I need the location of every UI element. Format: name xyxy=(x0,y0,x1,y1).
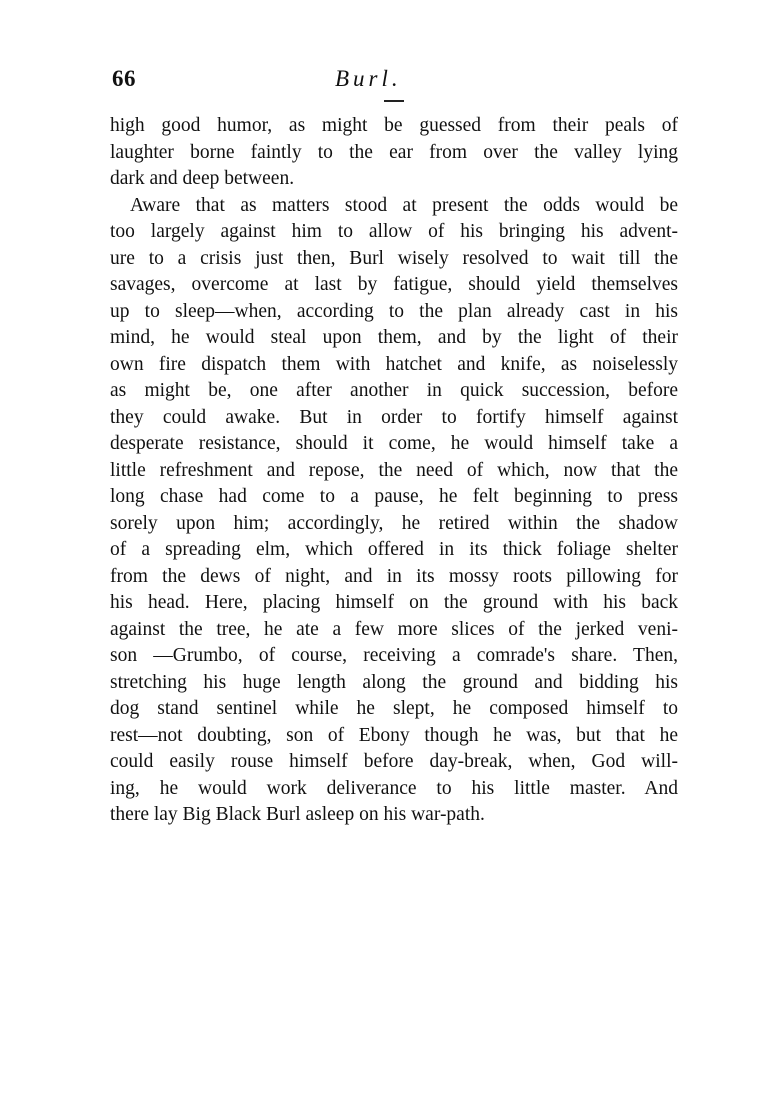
text-line: rest—not doubting, son of Ebony though he was, but that he xyxy=(110,724,678,746)
text-line: own fire dispatch them with hatchet and knife, as noiselessly xyxy=(110,353,678,375)
running-head: Burl. xyxy=(335,66,402,91)
text-line: his head. Here, placing himself on the ground with his back xyxy=(110,592,678,613)
text-line: little refreshment and repose, the need of which, now that the xyxy=(110,459,678,481)
text-line: of a spreading elm, which offered in its thick foliage shelter xyxy=(110,539,678,560)
text-line: long chase had come to a pause, he felt beginning to press xyxy=(110,486,678,507)
text-line: mind, he would steal upon them, and by the light of their xyxy=(110,327,678,348)
text-line: dark and deep between. xyxy=(110,168,295,189)
text-line: ure to a crisis just then, Burl wisely resolved to wait till the xyxy=(110,247,678,269)
text-line: there lay Big Black Burl asleep on his war-path. xyxy=(110,804,485,825)
text-line: could easily rouse himself before day-break, when, God will- xyxy=(110,751,678,772)
text-line: sorely upon him; accordingly, he retired within the shadow xyxy=(110,512,678,534)
text-line: stretching his huge length along the ground and bidding his xyxy=(110,671,678,693)
text-line: Aware that as matters stood at present the odds would be xyxy=(130,194,678,216)
text-line: dog stand sentinel while he slept, he composed himself to xyxy=(110,698,678,719)
text-line: against the tree, he ate a few more slices of the jerked veni- xyxy=(110,618,678,640)
text-line: son —Grumbo, of course, receiving a comrade's share. Then, xyxy=(110,645,678,666)
text-line: too largely against him to allow of his bringing his advent- xyxy=(110,221,678,242)
text-line: laughter borne faintly to the ear from over the valley lying xyxy=(110,141,678,163)
text-line: savages, overcome at last by fatigue, should yield themselves xyxy=(110,274,678,295)
text-line: from the dews of night, and in its mossy roots pillowing for xyxy=(110,565,678,587)
body-text xyxy=(110,113,678,829)
text-line: desperate resistance, should it come, he would himself take a xyxy=(110,433,678,454)
text-line: as might be, one after another in quick succession, before xyxy=(110,380,678,401)
page-number: 66 xyxy=(112,66,136,91)
text-line: they could awake. But in order to fortify himself against xyxy=(110,406,678,428)
text-line: up to sleep—when, according to the plan already cast in his xyxy=(110,300,678,322)
header-rule xyxy=(384,100,404,102)
page-header xyxy=(110,62,678,98)
text-line: ing, he would work deliverance to his little master. And xyxy=(110,777,678,799)
text-line: high good humor, as might be guessed from their peals of xyxy=(110,115,678,136)
